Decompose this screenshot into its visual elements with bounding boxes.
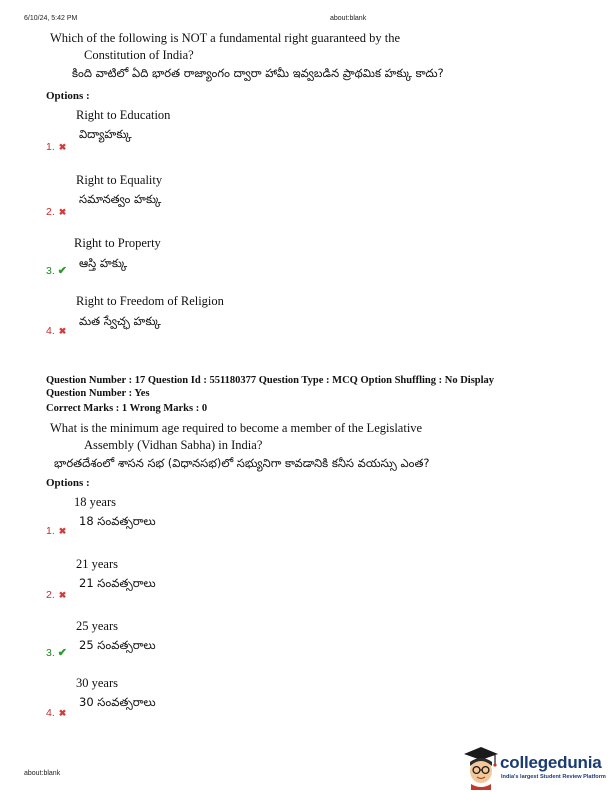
question-text-telugu: భారతదేశంలో శాసన సభ (విధానసభ)లో సభ్యునిగా కావడానికి కనీస వయస్సు ఎంత? — [54, 456, 430, 470]
wrong-cross-icon: ✖ — [58, 526, 67, 536]
footer-url: about:blank — [24, 770, 61, 777]
option-number: 3. — [46, 265, 55, 277]
option-3-english: 25 years — [76, 619, 118, 633]
option-number: 4. — [46, 325, 55, 337]
option-2-marker — [46, 585, 66, 603]
option-1-marker — [46, 521, 66, 539]
logo-wordmark: collegedunia — [500, 753, 602, 772]
wrong-cross-icon: ✖ — [58, 207, 67, 217]
wrong-cross-icon: ✖ — [58, 590, 67, 600]
print-url: about:blank — [330, 15, 367, 22]
option-2-english: Right to Equality — [76, 173, 163, 187]
options-label: Options : — [46, 90, 90, 102]
print-datetime: 6/10/24, 5:42 PM — [24, 15, 78, 22]
mascot-icon — [462, 744, 500, 790]
question-text-line1: What is the minimum age required to become a member of the Legislative — [50, 421, 423, 435]
option-2-telugu: సమానత్వం హక్కు — [79, 192, 162, 206]
logo-tagline: India's largest Student Review Platform — [501, 774, 606, 780]
question-marks: Correct Marks : 1 Wrong Marks : 0 — [46, 403, 208, 414]
option-number: 3. — [46, 647, 55, 659]
question-meta-line2: Question Number : Yes — [46, 388, 150, 399]
option-1-marker — [46, 137, 66, 155]
option-4-marker — [46, 321, 66, 339]
option-3-telugu: 25 సంవత్సరాలు — [79, 638, 156, 652]
option-4-telugu: మత స్వేచ్ఛ హక్కు — [79, 314, 161, 328]
option-4-english: 30 years — [76, 676, 118, 690]
option-4-marker — [46, 703, 66, 721]
question-text-line1: Which of the following is NOT a fundamental right guaranteed by the — [50, 31, 401, 45]
option-2-english: 21 years — [76, 557, 118, 571]
option-number: 1. — [46, 525, 55, 537]
option-3-telugu: ఆస్తి హక్కు — [79, 256, 128, 270]
options-label: Options : — [46, 477, 90, 489]
wrong-cross-icon: ✖ — [58, 142, 67, 152]
option-number: 4. — [46, 707, 55, 719]
option-number: 2. — [46, 206, 55, 218]
option-3-english: Right to Property — [74, 236, 161, 250]
option-number: 1. — [46, 141, 55, 153]
wrong-cross-icon: ✖ — [58, 326, 67, 336]
brand-logo — [462, 742, 612, 792]
question-text-line2: Constitution of India? — [84, 48, 194, 62]
option-4-telugu: 30 సంవత్సరాలు — [79, 695, 156, 709]
correct-check-icon: ✔ — [57, 647, 67, 659]
question-text-telugu: కింది వాటిలో ఏది భారత రాజ్యాంగం ద్వారా హామీ ఇవ్వబడిన ప్రాథమిక హక్కు కాదు? — [72, 66, 444, 80]
option-3-marker — [46, 261, 67, 279]
option-number: 2. — [46, 589, 55, 601]
correct-check-icon: ✔ — [57, 265, 67, 277]
option-1-telugu: విద్యాహక్కు — [79, 127, 132, 141]
option-1-english: Right to Education — [76, 108, 171, 122]
option-2-telugu: 21 సంవత్సరాలు — [79, 576, 156, 590]
option-1-english: 18 years — [74, 495, 116, 509]
option-4-english: Right to Freedom of Religion — [76, 294, 224, 308]
question-text-line2: Assembly (Vidhan Sabha) in India? — [84, 438, 263, 452]
question-meta-line1: Question Number : 17 Question Id : 551180377 Question Type : MCQ Option Shuffling : No Display — [46, 375, 495, 386]
option-1-telugu: 18 సంవత్సరాలు — [79, 514, 156, 528]
option-3-marker — [46, 643, 67, 661]
wrong-cross-icon: ✖ — [58, 708, 67, 718]
option-2-marker — [46, 202, 66, 220]
